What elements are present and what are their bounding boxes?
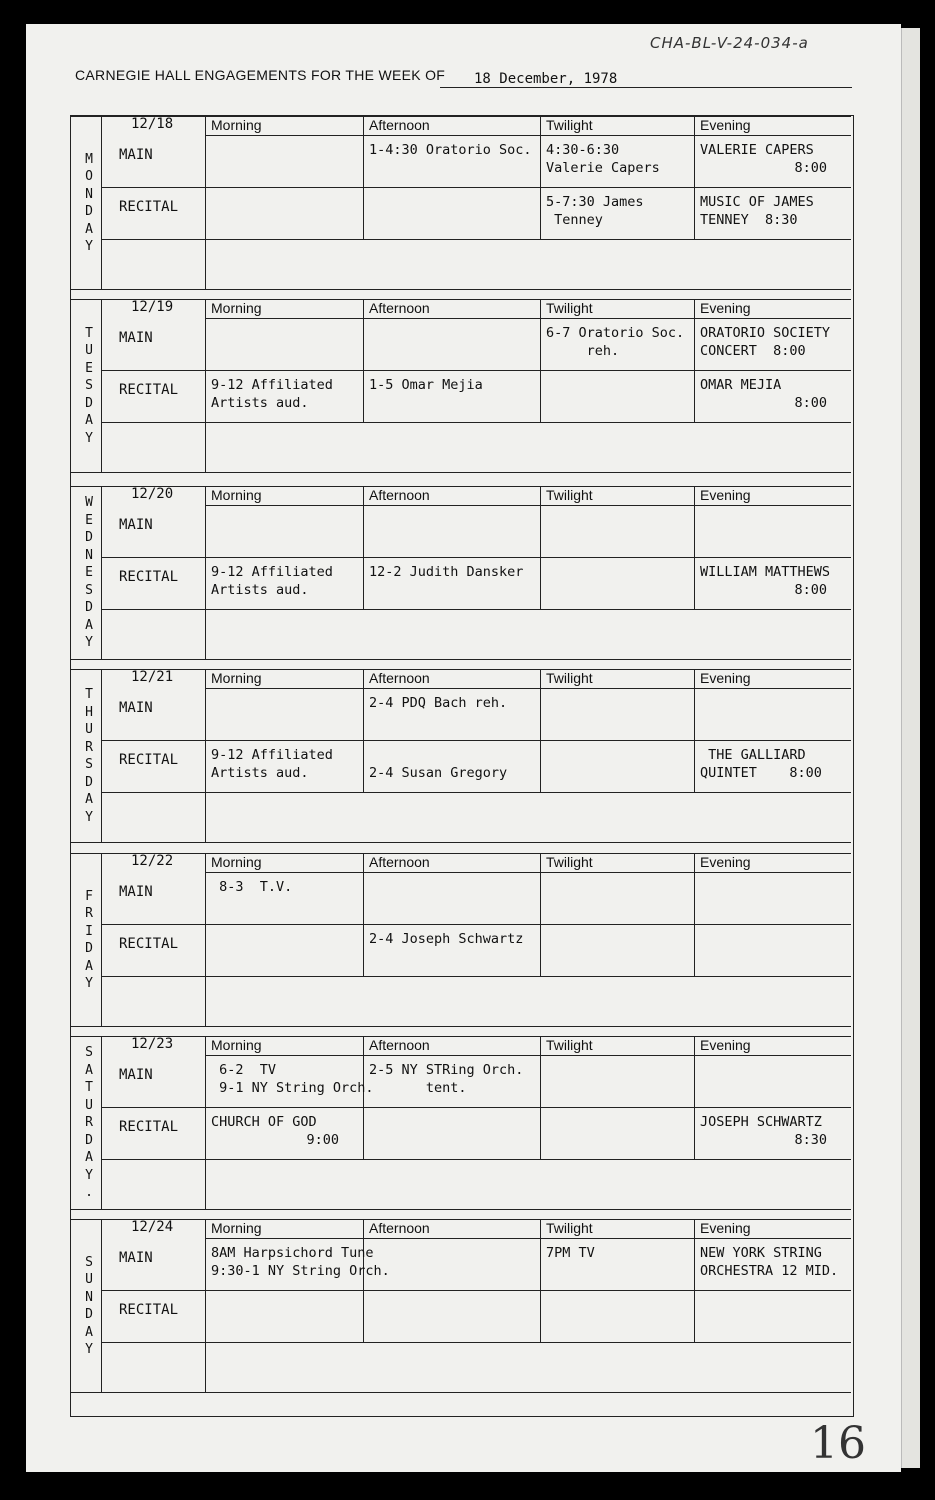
row-label-main: MAIN — [119, 1067, 153, 1083]
cell-recital-afternoon: 2-4 Joseph Schwartz — [369, 931, 524, 947]
week-of-field — [440, 71, 852, 88]
column-header-evening: Evening — [700, 300, 751, 316]
day-name-letter: T — [85, 325, 93, 341]
page-number: 16 — [810, 1418, 866, 1469]
row-label-recital: RECITAL — [119, 1119, 179, 1135]
row-divider — [205, 1055, 851, 1056]
day-name-letter: D — [85, 530, 93, 546]
day-date: 12/20 — [131, 486, 174, 502]
day-name-letter: I — [85, 923, 93, 939]
cell-main-twilight: 7PM TV — [546, 1245, 595, 1261]
cell-main-evening: VALERIE CAPERS — [700, 142, 814, 158]
column-header-evening: Evening — [700, 854, 751, 870]
day-name-letter: N — [85, 547, 93, 563]
row-divider — [205, 872, 851, 873]
cell-recital-evening: MUSIC OF JAMES TENNEY 8:30 — [700, 194, 814, 228]
cell-recital-morning: 9-12 Affiliated Artists aud. — [211, 747, 333, 781]
row-label-recital: RECITAL — [119, 569, 179, 585]
day-name-letter: D — [85, 1307, 93, 1322]
cell-recital-afternoon: 1-5 Omar Mejia — [369, 377, 483, 393]
cell-main-afternoon: 2-5 NY STRing Orch. tent. — [369, 1062, 524, 1096]
cell-main-morning: 8AM Harpsichord Tune 9:30-1 NY String Orch. — [211, 1245, 390, 1279]
row-label-main: MAIN — [119, 700, 153, 716]
cell-main-morning: 6-2 TV 9-1 NY String Orch. — [219, 1062, 374, 1096]
day-name-letter: E — [85, 360, 93, 376]
column-header-twilight: Twilight — [546, 1037, 593, 1053]
column-divider — [205, 1037, 206, 1209]
column-header-afternoon: Afternoon — [369, 1037, 430, 1053]
cell-recital-morning: 9-12 Affiliated Artists aud. — [211, 564, 333, 598]
cell-recital-afternoon: 2-4 Susan Gregory — [369, 765, 508, 781]
cell-recital-morning: CHURCH OF GOD — [211, 1114, 317, 1130]
row-divider — [101, 557, 851, 558]
day-name — [77, 117, 102, 289]
day-date: 12/22 — [131, 853, 174, 869]
row-divider — [101, 609, 851, 610]
day-block — [71, 669, 851, 843]
day-name-letter: E — [85, 512, 93, 528]
row-divider — [101, 924, 851, 925]
day-name — [77, 670, 102, 842]
column-divider — [205, 854, 206, 1026]
day-name-letter: S — [85, 1254, 93, 1270]
cell-main-evening: NEW YORK STRING ORCHESTRA 12 MID. — [700, 1245, 839, 1279]
day-name-letter: D — [85, 204, 93, 219]
cell-recital-evening-time: 8:00 — [794, 395, 827, 411]
row-label-recital: RECITAL — [119, 936, 179, 952]
day-name-letter: Y — [85, 976, 93, 991]
day-name-letter: A — [85, 1062, 93, 1078]
column-header-morning: Morning — [211, 854, 262, 870]
day-block — [71, 1219, 851, 1393]
cell-main-twilight: 6-7 Oratorio Soc. reh. — [546, 325, 685, 359]
day-name-letter: D — [85, 395, 93, 411]
column-divider — [205, 117, 206, 289]
day-date: 12/23 — [131, 1036, 174, 1052]
cell-recital-morning: 9-12 Affiliated Artists aud. — [211, 377, 333, 411]
day-name-letter: D — [85, 600, 93, 616]
row-divider — [101, 1342, 851, 1343]
day-name-letter: N — [85, 186, 93, 202]
day-name-letter: D — [85, 774, 93, 790]
day-name-letter: Y — [85, 1342, 93, 1357]
day-name-letter: O — [85, 169, 93, 184]
week-of-date: 18 December, 1978 — [474, 71, 618, 87]
cell-recital-evening-time: 8:00 — [794, 582, 827, 598]
day-name-letter: S — [85, 378, 93, 394]
row-label-recital: RECITAL — [119, 199, 179, 215]
column-header-evening: Evening — [700, 1220, 751, 1236]
document-title: CARNEGIE HALL ENGAGEMENTS FOR THE WEEK OF — [75, 67, 446, 83]
day-name-letter: D — [85, 1132, 93, 1148]
cell-recital-evening: JOSEPH SCHWARTZ — [700, 1114, 822, 1130]
cell-recital-evening: OMAR MEJIA — [700, 377, 782, 393]
row-divider — [101, 1159, 851, 1160]
column-header-twilight: Twilight — [546, 487, 593, 503]
day-name-letter: Y — [85, 635, 93, 651]
day-name-letter: U — [85, 1272, 93, 1287]
row-divider — [205, 1238, 851, 1239]
day-date: 12/18 — [131, 116, 174, 132]
column-header-twilight: Twilight — [546, 1220, 593, 1236]
column-header-morning: Morning — [211, 117, 262, 133]
day-name-letter: Y — [85, 430, 93, 446]
day-name-letter: Y — [85, 239, 93, 254]
row-label-recital: RECITAL — [119, 382, 179, 398]
engagement-schedule-table — [70, 115, 854, 1417]
day-date: 12/24 — [131, 1219, 174, 1235]
day-name-letter: R — [85, 739, 93, 755]
column-header-morning: Morning — [211, 1037, 262, 1053]
row-divider — [101, 976, 851, 977]
day-block — [71, 1036, 851, 1210]
column-divider — [205, 1220, 206, 1392]
day-name-letter: N — [85, 1289, 93, 1305]
row-divider — [101, 1107, 851, 1108]
column-header-afternoon: Afternoon — [369, 300, 430, 316]
day-name-letter: S — [85, 582, 93, 598]
day-name-letter: Y — [85, 1167, 93, 1183]
page-edge — [901, 28, 920, 1468]
row-label-main: MAIN — [119, 517, 153, 533]
day-name-letter: R — [85, 906, 93, 921]
cell-main-afternoon: 2-4 PDQ Bach reh. — [369, 695, 508, 711]
day-name — [77, 854, 102, 1026]
day-name-letter: F — [85, 888, 93, 904]
cell-recital-morning-time: 9:00 — [306, 1132, 339, 1148]
cell-main-evening: ORATORIO SOCIETY CONCERT 8:00 — [700, 325, 831, 359]
column-header-twilight: Twilight — [546, 854, 593, 870]
archive-reference-code: CHA-BL-V-24-034-a — [650, 34, 809, 52]
column-header-afternoon: Afternoon — [369, 487, 430, 503]
row-divider — [101, 792, 851, 793]
column-divider — [205, 300, 206, 472]
column-divider — [205, 670, 206, 842]
cell-recital-evening: THE GALLIARD QUINTET 8:00 — [700, 747, 822, 781]
row-label-main: MAIN — [119, 884, 153, 900]
day-name-letter: Y — [85, 809, 93, 825]
column-header-morning: Morning — [211, 300, 262, 316]
day-name-letter: E — [85, 565, 93, 581]
row-divider — [205, 135, 851, 136]
row-divider — [101, 239, 851, 240]
column-header-evening: Evening — [700, 487, 751, 503]
day-name-letter: A — [85, 221, 93, 237]
day-block — [71, 853, 851, 1027]
row-divider — [101, 422, 851, 423]
day-name-letter: A — [85, 617, 93, 633]
day-name-letter: . — [85, 1185, 93, 1201]
row-label-main: MAIN — [119, 1250, 153, 1266]
day-name-letter: U — [85, 343, 93, 359]
day-name-letter: A — [85, 413, 93, 429]
cell-main-afternoon: 1-4:30 Oratorio Soc. — [369, 142, 532, 158]
day-date: 12/19 — [131, 299, 174, 315]
day-name-letter: T — [85, 687, 93, 702]
column-header-afternoon: Afternoon — [369, 1220, 430, 1236]
day-name-letter: A — [85, 958, 93, 974]
column-header-twilight: Twilight — [546, 117, 593, 133]
day-name-letter: S — [85, 757, 93, 772]
cell-main-twilight: 4:30-6:30 Valerie Capers — [546, 142, 660, 176]
day-name-letter: A — [85, 1150, 93, 1166]
day-name-letter: S — [85, 1045, 93, 1061]
day-name — [77, 300, 102, 472]
day-date: 12/21 — [131, 669, 174, 685]
day-block — [71, 116, 851, 290]
day-name — [77, 1037, 102, 1209]
day-name-letter: M — [85, 151, 93, 167]
day-name — [77, 1220, 102, 1392]
row-divider — [101, 740, 851, 741]
day-name-letter: A — [85, 792, 93, 807]
row-label-main: MAIN — [119, 147, 153, 163]
day-name-letter: W — [85, 495, 93, 511]
cell-recital-twilight: 5-7:30 James Tenney — [546, 194, 644, 228]
column-header-morning: Morning — [211, 1220, 262, 1236]
day-block — [71, 486, 851, 660]
column-header-evening: Evening — [700, 670, 751, 686]
row-divider — [101, 187, 851, 188]
row-divider — [101, 370, 851, 371]
day-name-letter: U — [85, 722, 93, 737]
cell-main-morning: 8-3 T.V. — [211, 879, 293, 895]
cell-recital-evening-time: 8:30 — [794, 1132, 827, 1148]
column-header-afternoon: Afternoon — [369, 854, 430, 870]
column-header-twilight: Twilight — [546, 670, 593, 686]
row-label-recital: RECITAL — [119, 1302, 179, 1318]
day-name — [77, 487, 102, 659]
column-header-morning: Morning — [211, 670, 262, 686]
row-divider — [205, 505, 851, 506]
cell-main-evening-time: 8:00 — [794, 160, 827, 176]
column-header-evening: Evening — [700, 1037, 751, 1053]
day-name-letter: A — [85, 1324, 93, 1340]
row-label-main: MAIN — [119, 330, 153, 346]
day-name-letter: R — [85, 1115, 93, 1131]
column-header-twilight: Twilight — [546, 300, 593, 316]
cell-recital-evening: WILLIAM MATTHEWS — [700, 564, 831, 580]
day-name-letter: H — [85, 704, 93, 720]
row-divider — [205, 318, 851, 319]
row-divider — [101, 1290, 851, 1291]
column-header-evening: Evening — [700, 117, 751, 133]
day-name-letter: D — [85, 941, 93, 956]
column-header-afternoon: Afternoon — [369, 117, 430, 133]
column-divider — [205, 487, 206, 659]
row-divider — [205, 688, 851, 689]
day-block — [71, 299, 851, 473]
row-label-recital: RECITAL — [119, 752, 179, 768]
cell-recital-afternoon: 12-2 Judith Dansker — [369, 564, 524, 580]
column-header-afternoon: Afternoon — [369, 670, 430, 686]
day-name-letter: U — [85, 1097, 93, 1113]
day-name-letter: T — [85, 1080, 93, 1096]
column-header-morning: Morning — [211, 487, 262, 503]
